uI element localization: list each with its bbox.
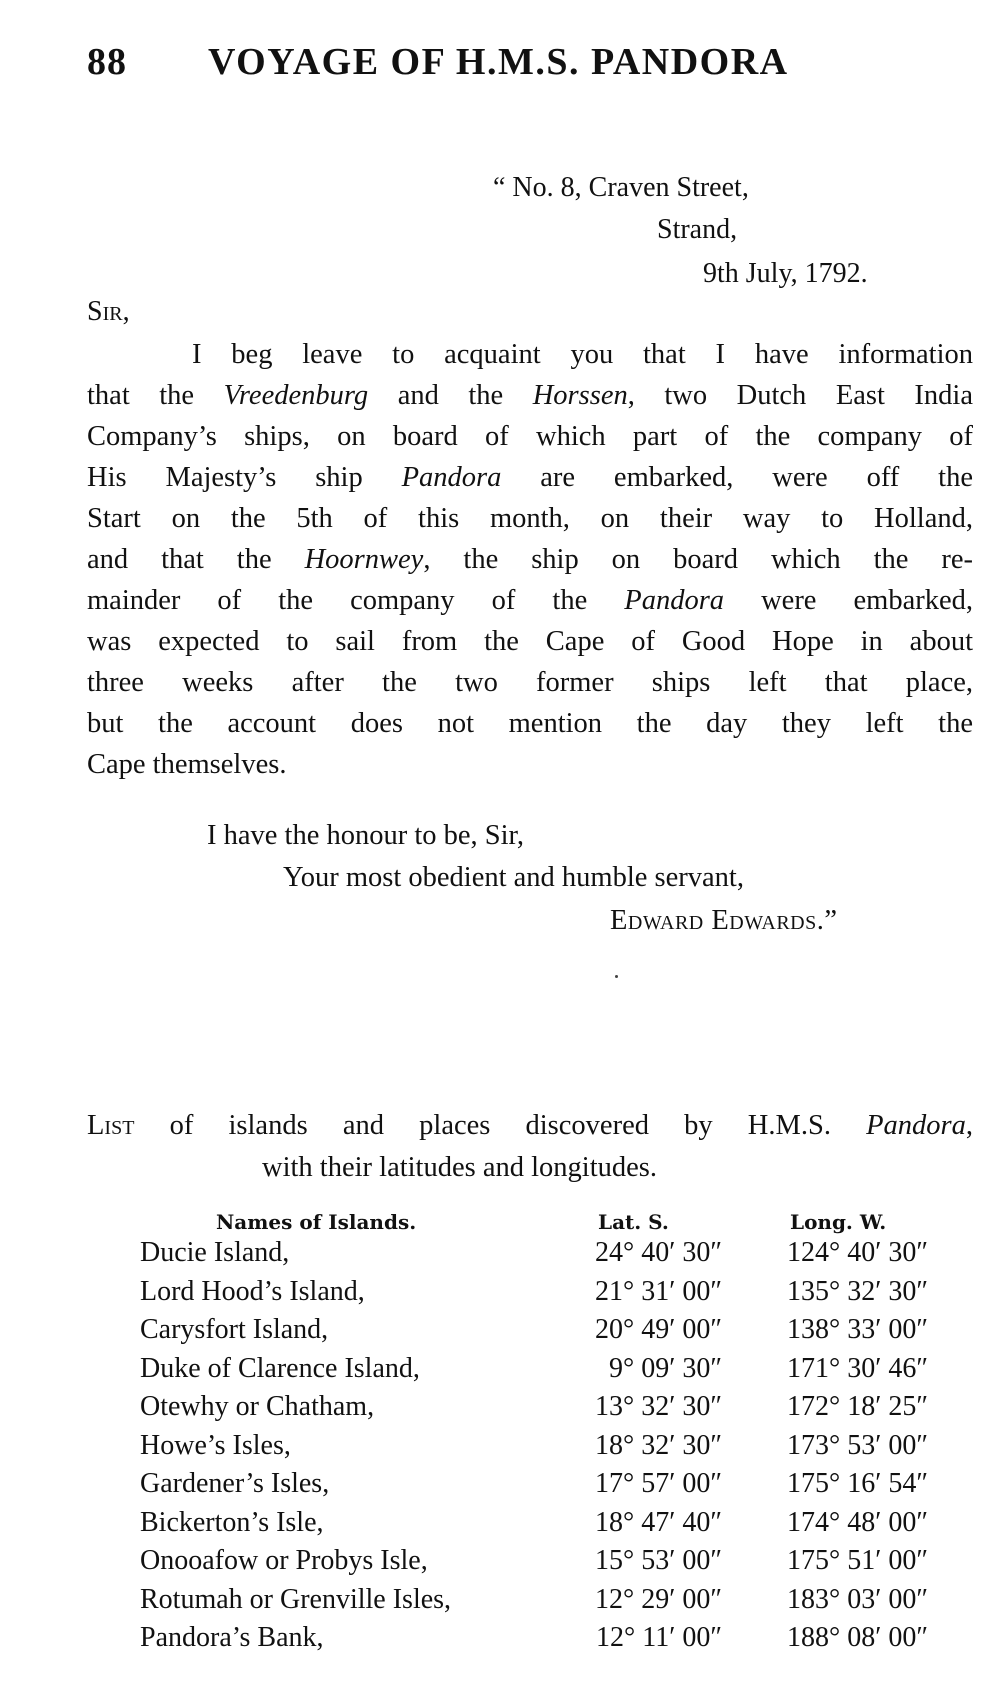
- longitude: 138° 33′ 00″: [787, 1314, 928, 1345]
- address-line-3: 9th July, 1792.: [703, 258, 868, 289]
- latitude: 12° 29′ 00″: [595, 1583, 722, 1615]
- letter-line: Company’s ships, on board of which part of the company of: [87, 421, 973, 452]
- latitude: 17° 57′ 00″: [595, 1468, 722, 1499]
- table-row: [0, 1430, 1000, 1469]
- table-row: [0, 1314, 1000, 1353]
- letter-body: [87, 334, 973, 785]
- longitude: 171° 30′ 46″: [787, 1352, 928, 1384]
- table-row: [0, 1622, 1000, 1661]
- latitude: 9° 09′ 30″: [609, 1352, 722, 1384]
- island-name: Carysfort Island,: [140, 1314, 329, 1345]
- island-name: Otewhy or Chatham,: [140, 1391, 375, 1422]
- island-name: Lord Hood’s Island,: [140, 1275, 365, 1307]
- letter-line: was expected to sail from the Cape of Good Hope in about: [87, 626, 973, 657]
- page-number: 88: [87, 41, 127, 83]
- print-speck: [615, 975, 618, 978]
- column-header-names: Names of Islands.: [216, 1210, 417, 1234]
- longitude: 174° 48′ 00″: [787, 1506, 928, 1538]
- latitude: 20° 49′ 00″: [595, 1314, 722, 1345]
- letter-line: His Majesty’s ship Pandora are embarked, were off the: [87, 462, 973, 493]
- letter-line: Cape themselves.: [87, 749, 287, 780]
- letter-line: that the Vreedenburg and the Horssen, two Dutch East India: [87, 380, 973, 411]
- letter-line: I beg leave to acquaint you that I have information: [192, 339, 973, 370]
- letter-line: and that the Hoornwey, the ship on board which the re-: [87, 544, 973, 575]
- table-row: [0, 1584, 1000, 1623]
- longitude: 135° 32′ 30″: [787, 1275, 928, 1307]
- list-caption-line-2: with their latitudes and longitudes.: [262, 1152, 657, 1183]
- letter-line: three weeks after the two former ships left that place,: [87, 667, 973, 698]
- letter-line: Start on the 5th of this month, on their way to Holland,: [87, 503, 973, 534]
- latitude: 18° 47′ 40″: [595, 1506, 722, 1538]
- islands-table: [0, 1237, 1000, 1661]
- column-header-lat: Lat. S.: [598, 1210, 669, 1234]
- running-title: VOYAGE OF H.M.S. PANDORA: [208, 41, 789, 83]
- list-caption-line-1: List of islands and places discovered by H.M.S. Pandora,: [87, 1110, 973, 1141]
- column-header-long: Long. W.: [790, 1210, 887, 1234]
- address-line-1: “ No. 8, Craven Street,: [493, 172, 749, 203]
- table-row: [0, 1468, 1000, 1507]
- letter-line: mainder of the company of the Pandora were embarked,: [87, 585, 973, 616]
- latitude: 13° 32′ 30″: [595, 1391, 722, 1422]
- longitude: 183° 03′ 00″: [787, 1583, 928, 1615]
- island-name: Onooafow or Probys Isle,: [140, 1545, 428, 1576]
- table-row: [0, 1545, 1000, 1584]
- island-name: Howe’s Isles,: [140, 1429, 291, 1461]
- island-name: Pandora’s Bank,: [140, 1622, 324, 1653]
- longitude: 175° 51′ 00″: [787, 1545, 928, 1576]
- island-name: Duke of Clarence Island,: [140, 1352, 420, 1384]
- closing-line-1: I have the honour to be, Sir,: [207, 820, 525, 851]
- table-row: [0, 1507, 1000, 1546]
- latitude: 18° 32′ 30″: [595, 1429, 722, 1461]
- island-name: Rotumah or Grenville Isles,: [140, 1583, 452, 1615]
- longitude: 173° 53′ 00″: [787, 1429, 928, 1461]
- island-name: Ducie Island,: [140, 1237, 290, 1268]
- table-row: [0, 1237, 1000, 1276]
- latitude: 21° 31′ 00″: [595, 1275, 722, 1307]
- table-row: [0, 1276, 1000, 1315]
- longitude: 188° 08′ 00″: [787, 1622, 928, 1653]
- signature: Edward Edwards.”: [610, 905, 838, 936]
- letter-line: but the account does not mention the day they left the: [87, 708, 973, 739]
- latitude: 15° 53′ 00″: [595, 1545, 722, 1576]
- longitude: 172° 18′ 25″: [787, 1391, 928, 1422]
- table-row: [0, 1391, 1000, 1430]
- latitude: 12° 11′ 00″: [596, 1622, 722, 1653]
- address-line-2: Strand,: [657, 214, 738, 245]
- longitude: 124° 40′ 30″: [787, 1237, 928, 1268]
- longitude: 175° 16′ 54″: [787, 1468, 928, 1499]
- salutation: Sir,: [87, 296, 130, 327]
- island-name: Gardener’s Isles,: [140, 1468, 330, 1499]
- island-name: Bickerton’s Isle,: [140, 1506, 324, 1538]
- latitude: 24° 40′ 30″: [595, 1237, 722, 1268]
- table-row: [0, 1353, 1000, 1392]
- closing-line-2: Your most obedient and humble servant,: [283, 862, 744, 893]
